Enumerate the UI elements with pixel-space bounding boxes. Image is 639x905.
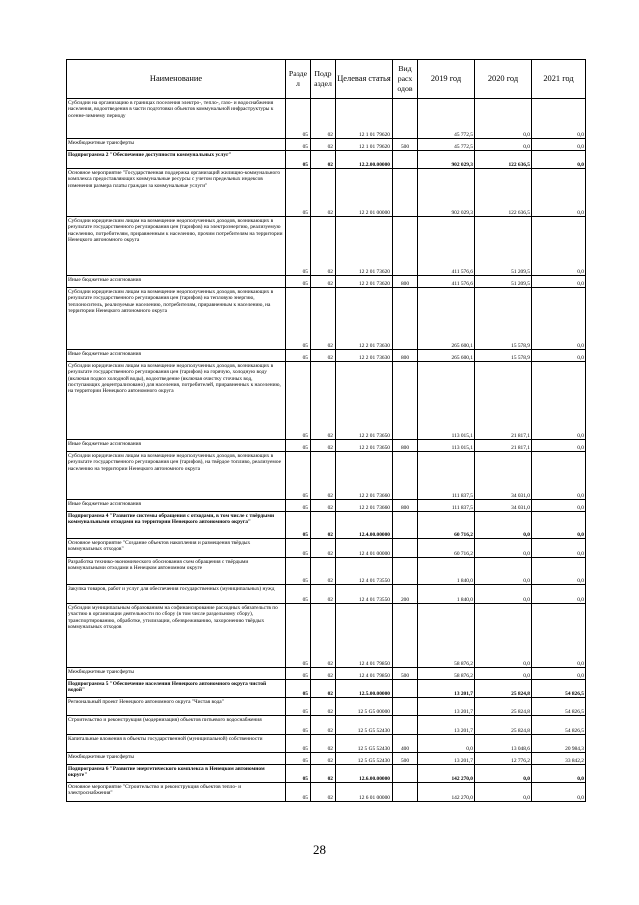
cell-2021: 54 826,5 [532,680,586,698]
cell-2019: 60 716,2 [418,539,475,558]
cell-2021: 0,0 [532,139,586,151]
cell-razdel: 05 [286,217,311,276]
cell-target: 12.5.00.00000 [336,680,393,698]
cell-2019: 902 029,3 [418,151,475,169]
table-row [67,362,586,440]
cell-2021: 33 842,2 [532,753,586,765]
cell-target: 12 4 01 00000 [336,539,393,558]
table-row [67,99,586,139]
cell-2021: 0,0 [532,350,586,362]
cell-vid: 400 [393,735,418,753]
cell-2019: 13 201,7 [418,753,475,765]
cell-2019: 13 201,7 [418,716,475,735]
cell-vid: 800 [393,350,418,362]
cell-name: Подпрограмма 6 "Развитие энергетического комплекса в Ненецком автономном округе" [67,765,286,783]
budget-table [66,59,586,802]
cell-2021: 0,0 [532,288,586,350]
header-2019: 2019 год [418,60,475,99]
cell-target: 12 2 01 73630 [336,350,393,362]
cell-2021: 0,0 [532,99,586,139]
cell-2020: 0,0 [475,539,532,558]
cell-target: 12 2 01 73660 [336,452,393,500]
cell-2019: 13 201,7 [418,680,475,698]
table-row [67,680,586,698]
cell-name: Субсидии юридическим лицам на возмещение недополученных доходов, возникающих в результате государственного регулирования цен (тарифов) на электроэнергию, реализуемую населению, потребителям, приравненным к населению, прочим потребителям на территории Ненецкого автономного округа [67,217,286,276]
header-2021: 2021 год [532,60,586,99]
table-row [67,783,586,802]
cell-2019: 411 576,6 [418,276,475,288]
cell-2019: 113 015,1 [418,362,475,440]
cell-name: Межбюджетные трансферты [67,139,286,151]
cell-podrazdel: 02 [311,288,336,350]
cell-razdel: 05 [286,99,311,139]
cell-2021: 0,0 [532,362,586,440]
cell-2021: 0,0 [532,765,586,783]
cell-2020: 0,0 [475,512,532,539]
cell-2019: 0,0 [418,735,475,753]
cell-2021: 0,0 [532,585,586,604]
cell-name: Подпрограмма 2 "Обеспечение доступности коммунальных услуг" [67,151,286,169]
cell-vid: 800 [393,500,418,512]
cell-podrazdel: 02 [311,680,336,698]
cell-vid: 500 [393,139,418,151]
cell-target: 12 5 G5 52430 [336,735,393,753]
cell-name: Субсидии муниципальным образованиям на софинансирование расходных обязательств по участию в организации деятельности по сбору (в том числе раздельному сбору), транспортированию, обработке, утилизации, обезвреживанию, захоронению твёрдых коммунальных отходов [67,604,286,668]
cell-razdel: 05 [286,539,311,558]
cell-2020: 25 824,8 [475,680,532,698]
cell-razdel: 05 [286,765,311,783]
cell-vid: 500 [393,668,418,680]
cell-2019: 58 876,2 [418,604,475,668]
cell-vid: 500 [393,753,418,765]
cell-name: Подпрограмма 4 "Развитие системы обращения с отходами, в том числе с твёрдыми коммунальными отходами на территории Ненецкого автономного округа" [67,512,286,539]
cell-razdel: 05 [286,680,311,698]
table-row [67,440,586,452]
cell-2021: 54 826,5 [532,698,586,716]
table-row [67,539,586,558]
cell-2020: 13 048,6 [475,735,532,753]
cell-target: 12 2 01 00000 [336,169,393,217]
cell-2020: 0,0 [475,99,532,139]
cell-razdel: 05 [286,350,311,362]
cell-target: 12 2 01 73630 [336,288,393,350]
cell-podrazdel: 02 [311,151,336,169]
cell-2019: 902 029,3 [418,169,475,217]
cell-target: 12 2 01 73620 [336,217,393,276]
cell-2020: 21 817,1 [475,440,532,452]
cell-target: 12 6 01 00000 [336,783,393,802]
header-2020: 2020 год [475,60,532,99]
cell-razdel: 05 [286,362,311,440]
table-row [67,735,586,753]
cell-name: Субсидии юридическим лицам на возмещение недополученных доходов, возникающих в результате государственного регулирования цен (тарифов) на тепловую энергию, теплоноситель, реализуемые населению, потребителям, приравненным к населению, на территории Ненецкого автономного округа [67,288,286,350]
cell-name: Строительство и реконструкция (модернизация) объектов питьевого водоснабжения [67,716,286,735]
cell-2020: 21 817,1 [475,362,532,440]
cell-vid [393,452,418,500]
cell-target: 12.2.00.00000 [336,151,393,169]
cell-podrazdel: 02 [311,668,336,680]
cell-2021: 0,0 [532,539,586,558]
cell-2021: 0,0 [532,169,586,217]
cell-2020: 0,0 [475,139,532,151]
cell-name: Капитальные вложения в объекты государственной (муниципальной) собственности [67,735,286,753]
cell-vid [393,539,418,558]
cell-name: Иные бюджетные ассигнования [67,350,286,362]
table-row [67,558,586,585]
cell-razdel: 05 [286,604,311,668]
cell-target: 12 4 01 73550 [336,558,393,585]
cell-razdel: 05 [286,139,311,151]
cell-name: Иные бюджетные ассигнования [67,440,286,452]
cell-2021: 20 984,3 [532,735,586,753]
cell-2021: 0,0 [532,668,586,680]
table-row [67,217,586,276]
cell-2020: 0,0 [475,558,532,585]
cell-2019: 142 270,0 [418,783,475,802]
cell-target: 12 2 01 73650 [336,440,393,452]
table-row [67,139,586,151]
cell-podrazdel: 02 [311,452,336,500]
page-number: 28 [313,842,326,857]
cell-target: 12.6.00.00000 [336,765,393,783]
cell-target: 12 4 01 73550 [336,585,393,604]
header-razdel: Разде л [286,60,311,99]
cell-2020: 25 824,8 [475,716,532,735]
cell-razdel: 05 [286,585,311,604]
cell-name: Региональный проект Ненецкого автономного округа "Чистая вода" [67,698,286,716]
cell-razdel: 05 [286,753,311,765]
cell-vid: 800 [393,440,418,452]
cell-vid [393,217,418,276]
cell-2021: 0,0 [532,512,586,539]
cell-razdel: 05 [286,288,311,350]
table-row [67,668,586,680]
table-row [67,716,586,735]
cell-name: Субсидии на организацию в границах поселения электро-, тепло-, газо- и водоснабжения населения, водоотведения в части подготовки объектов коммунальной инфраструктуры к осенне-зимнему периоду [67,99,286,139]
cell-podrazdel: 02 [311,440,336,452]
cell-podrazdel: 02 [311,362,336,440]
header-podrazdel: Подр аздел [311,60,336,99]
table-row [67,753,586,765]
cell-2020: 0,0 [475,585,532,604]
cell-podrazdel: 02 [311,350,336,362]
cell-podrazdel: 02 [311,716,336,735]
cell-2021: 0,0 [532,452,586,500]
cell-2020: 12 776,2 [475,753,532,765]
cell-podrazdel: 02 [311,753,336,765]
cell-2019: 1 840,0 [418,558,475,585]
cell-target: 12 5 G5 00000 [336,698,393,716]
cell-2020: 0,0 [475,765,532,783]
cell-name: Разработка технико-экономического обоснования схем обращения с твёрдыми коммунальными отходами в Ненецком автономном округе [67,558,286,585]
cell-2019: 111 837,5 [418,500,475,512]
cell-target: 12 4 01 79850 [336,604,393,668]
cell-2021: 0,0 [532,558,586,585]
table-row [67,276,586,288]
cell-2020: 0,0 [475,668,532,680]
cell-vid [393,362,418,440]
cell-2020: 122 636,5 [475,169,532,217]
cell-vid [393,558,418,585]
cell-podrazdel: 02 [311,500,336,512]
cell-2020: 34 031,0 [475,500,532,512]
cell-name: Закупка товаров, работ и услуг для обеспечения государственных (муниципальных) нужд [67,585,286,604]
cell-vid [393,765,418,783]
cell-2021: 0,0 [532,217,586,276]
cell-2020: 122 636,5 [475,151,532,169]
table-row [67,698,586,716]
table-row [67,585,586,604]
cell-2021: 0,0 [532,151,586,169]
cell-vid [393,99,418,139]
cell-target: 12 1 01 79620 [336,99,393,139]
cell-razdel: 05 [286,716,311,735]
cell-podrazdel: 02 [311,765,336,783]
header-vid: Вид расх одов [393,60,418,99]
cell-target: 12 1 01 79620 [336,139,393,151]
cell-target: 12 5 G5 52430 [336,753,393,765]
cell-2019: 111 837,5 [418,452,475,500]
table-row [67,288,586,350]
cell-2020: 51 209,5 [475,217,532,276]
cell-vid [393,783,418,802]
cell-razdel: 05 [286,735,311,753]
cell-target: 12 4 01 79850 [336,668,393,680]
table-body [67,99,586,802]
cell-2019: 45 772,5 [418,139,475,151]
cell-name: Основное мероприятие "Государственная поддержка организаций жилищно-коммунального комплекса предоставляющих коммунальные ресурсы с учетом предельных индексов изменения размера платы граждан за коммунальные услуги" [67,169,286,217]
cell-podrazdel: 02 [311,217,336,276]
cell-podrazdel: 02 [311,558,336,585]
cell-name: Основное мероприятие "Строительство и реконструкция объектов тепло- и электроснабжения" [67,783,286,802]
cell-2021: 0,0 [532,604,586,668]
cell-vid [393,169,418,217]
table-row [67,500,586,512]
cell-2019: 60 716,2 [418,512,475,539]
cell-vid [393,604,418,668]
cell-razdel: 05 [286,512,311,539]
table-row [67,604,586,668]
cell-2019: 45 772,5 [418,99,475,139]
cell-vid [393,288,418,350]
cell-vid: 800 [393,276,418,288]
cell-razdel: 05 [286,169,311,217]
cell-vid: 200 [393,585,418,604]
cell-2019: 1 840,0 [418,585,475,604]
cell-podrazdel: 02 [311,783,336,802]
cell-2021: 0,0 [532,500,586,512]
cell-razdel: 05 [286,500,311,512]
cell-2020: 15 578,9 [475,350,532,362]
cell-podrazdel: 02 [311,99,336,139]
cell-vid [393,151,418,169]
cell-podrazdel: 02 [311,539,336,558]
cell-2019: 265 600,1 [418,350,475,362]
cell-2019: 13 201,7 [418,698,475,716]
cell-name: Иные бюджетные ассигнования [67,500,286,512]
cell-razdel: 05 [286,698,311,716]
cell-name: Субсидии юридическим лицам на возмещение недополученных доходов, возникающих в результате государственного регулирования цен (тарифов), на твёрдое топливо, реализуемое населению на территории Ненецкого автономного округа [67,452,286,500]
cell-podrazdel: 02 [311,276,336,288]
table-header-row [67,60,586,99]
table-row [67,350,586,362]
table-row [67,151,586,169]
cell-vid [393,698,418,716]
cell-razdel: 05 [286,558,311,585]
cell-2021: 0,0 [532,783,586,802]
cell-name: Подпрограмма 5 "Обеспечение населения Ненецкого автономного округа чистой водой" [67,680,286,698]
cell-name: Иные бюджетные ассигнования [67,276,286,288]
cell-target: 12.4.00.00000 [336,512,393,539]
cell-2020: 15 578,9 [475,288,532,350]
cell-2020: 34 031,0 [475,452,532,500]
cell-target: 12 2 01 73650 [336,362,393,440]
cell-razdel: 05 [286,452,311,500]
header-target: Целевая статья [336,60,393,99]
cell-2020: 0,0 [475,783,532,802]
cell-2020: 25 824,8 [475,698,532,716]
cell-2019: 265 600,1 [418,288,475,350]
cell-2021: 0,0 [532,440,586,452]
cell-target: 12 5 G5 52430 [336,716,393,735]
cell-2021: 0,0 [532,276,586,288]
cell-podrazdel: 02 [311,512,336,539]
cell-vid [393,680,418,698]
cell-podrazdel: 02 [311,139,336,151]
cell-2021: 54 826,5 [532,716,586,735]
table-row [67,452,586,500]
cell-podrazdel: 02 [311,698,336,716]
cell-2019: 142 270,0 [418,765,475,783]
cell-name: Основное мероприятие "Создание объектов накопления и размещения твёрдых коммунальных отходов" [67,539,286,558]
cell-podrazdel: 02 [311,169,336,217]
header-name: Наименование [67,60,286,99]
cell-2020: 51 209,5 [475,276,532,288]
cell-vid [393,716,418,735]
table-row [67,765,586,783]
cell-target: 12 2 01 73620 [336,276,393,288]
cell-razdel: 05 [286,276,311,288]
cell-name: Субсидии юридическим лицам на возмещение недополученных доходов, возникающих в результате государственного регулирования цен (тарифов) на горячую, холодную воду (включая подвоз холодной воды), водоотведение (включая очистку сточных вод, поступающих децентрализовано) для населения, потребителей, приравненных к населению, на территории Ненецкого автономного округа [67,362,286,440]
cell-podrazdel: 02 [311,735,336,753]
table-row [67,169,586,217]
cell-2019: 113 015,1 [418,440,475,452]
cell-2019: 58 876,2 [418,668,475,680]
cell-razdel: 05 [286,151,311,169]
cell-podrazdel: 02 [311,604,336,668]
cell-name: Межбюджетные трансферты [67,668,286,680]
cell-razdel: 05 [286,440,311,452]
cell-razdel: 05 [286,783,311,802]
cell-target: 12 2 01 73660 [336,500,393,512]
cell-podrazdel: 02 [311,585,336,604]
cell-vid [393,512,418,539]
cell-razdel: 05 [286,668,311,680]
cell-2020: 0,0 [475,604,532,668]
cell-name: Межбюджетные трансферты [67,753,286,765]
cell-2019: 411 576,6 [418,217,475,276]
table-row [67,512,586,539]
